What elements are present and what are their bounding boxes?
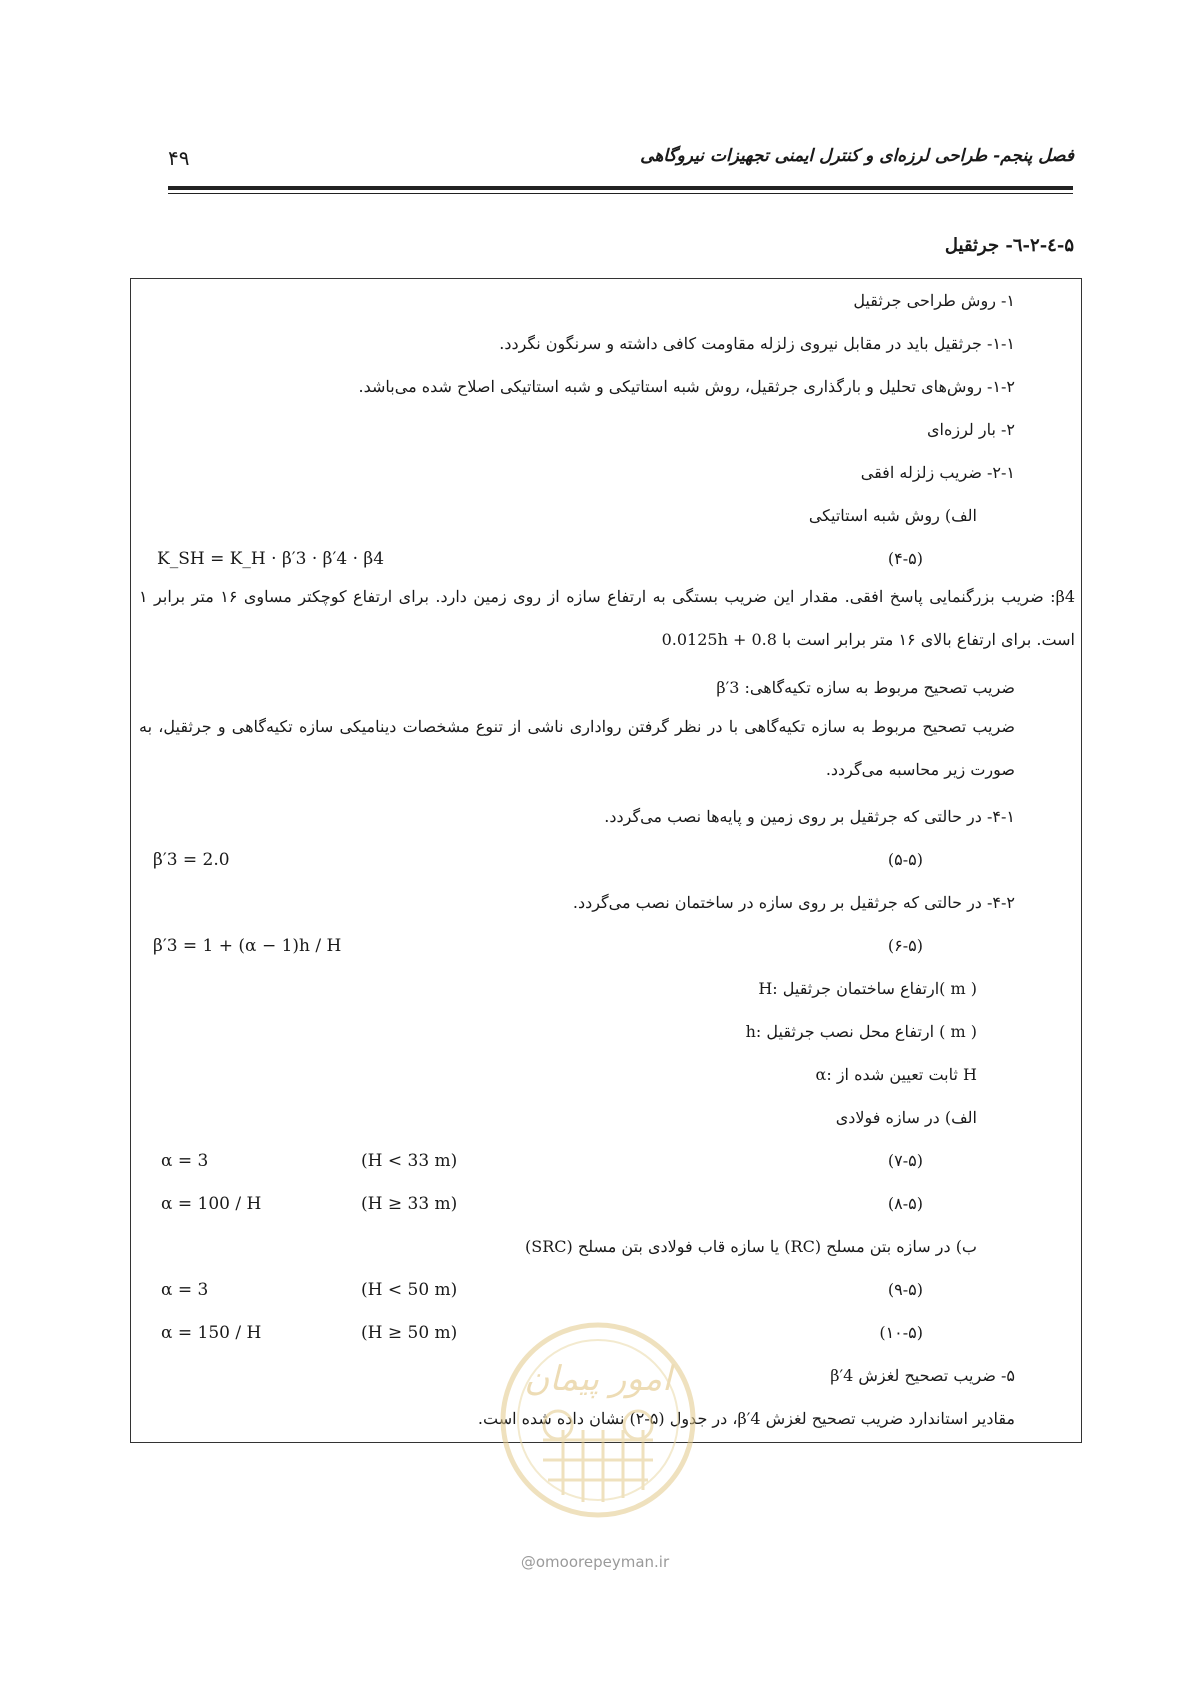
watermark-logo xyxy=(488,1310,708,1560)
definition-h: h: ارتفاع محل نصب جرثقیل ( m ) xyxy=(745,1022,977,1041)
beta3-description: ضریب تصحیح مربوط به سازه تکیه‌گاهی با در نظر گرفتن رواداری ناشی از تنوع مشخصات دینامیکی سازه تکیه‌گاهی و جرثقیل، به صورت زیر محاسبه می‌گردد. xyxy=(139,717,1016,779)
item-4-2: ۴-۲- در حالتی که جرثقیل بر روی سازه در ساختمان نصب می‌گردد. xyxy=(572,893,1015,912)
equation-7-number: (۷-۵) xyxy=(887,1151,923,1170)
equation-8-number: (۸-۵) xyxy=(887,1194,923,1213)
item-1: ۱- روش طراحی جرثقیل xyxy=(853,291,1015,310)
equation-4-number: (۴-۵) xyxy=(887,549,923,568)
equation-7-condition: (H < 33 m) xyxy=(361,1151,458,1171)
item-2: ۲- بار لرزه‌ای xyxy=(926,420,1015,439)
header-rule-thin xyxy=(168,193,1073,194)
equation-9-condition: (H < 50 m) xyxy=(361,1280,458,1300)
equation-8: α = 100 / H xyxy=(161,1194,262,1214)
watermark-text: امور پیمان xyxy=(524,1359,672,1399)
definition-H: H: ارتفاع ساختمان جرثقیل( m ) xyxy=(758,979,977,998)
equation-4: K_SH = K_H · β′3 · β′4 · β4 xyxy=(157,549,385,569)
item-2-1: ۲-۱- ضریب زلزله افقی xyxy=(860,463,1015,482)
beta4-description: β4: ضریب بزرگنمایی پاسخ افقی. مقدار این ضریب بستگی به ارتفاع سازه از روی زمین دارد. برای ارتفاع کوچکتر مساوی ۱۶ متر برابر ۱ است. برای ارتفاع بالای ۱۶ متر برابر است با 0.0125h + 0.8 xyxy=(139,587,1075,649)
equation-5-number: (۵-۵) xyxy=(887,850,923,869)
page-number: ۴۹ xyxy=(168,146,190,170)
equation-10-number: (۱۰-۵) xyxy=(879,1323,923,1342)
header-rule-thick xyxy=(168,186,1073,190)
running-title: فصل پنجم- طراحی لرزه‌ای و کنترل ایمنی تجهیزات نیروگاهی xyxy=(640,146,1074,166)
section-title: ۵-٤-۲-٦- جرثقیل xyxy=(944,235,1074,256)
content-box xyxy=(130,278,1082,1443)
definition-alpha: α: ثابت تعیین شده از H xyxy=(815,1065,977,1084)
equation-10-condition: (H ≥ 50 m) xyxy=(361,1323,458,1343)
equation-5: β′3 = 2.0 xyxy=(153,850,230,870)
item-1-2: ۱-۲- روش‌های تحلیل و بارگذاری جرثقیل، روش شبه استاتیکی و شبه استاتیکی اصلاح شده می‌باشد. xyxy=(358,377,1015,396)
item-5: ۵- ضریب تصحیح لغزش β′4 xyxy=(830,1366,1015,1385)
watermark-url: @omoorepeyman.ir xyxy=(520,1553,670,1571)
steel-structure: الف) در سازه فولادی xyxy=(835,1108,977,1127)
equation-9: α = 3 xyxy=(161,1280,209,1300)
item-5-description: مقادیر استاندارد ضریب تصحیح لغزش β′4، در جدول (۵-۲) نشان داده شده است. xyxy=(477,1409,1015,1428)
concrete-structure: ب) در سازه بتن مسلح (RC) یا سازه قاب فولادی بتن مسلح (SRC) xyxy=(525,1237,977,1256)
item-4-1: ۴-۱- در حالتی که جرثقیل بر روی زمین و پایه‌ها نصب می‌گردد. xyxy=(604,807,1015,826)
equation-6: β′3 = 1 + (α − 1)h / H xyxy=(153,936,342,956)
equation-9-number: (۹-۵) xyxy=(887,1280,923,1299)
equation-6-number: (۶-۵) xyxy=(887,936,923,955)
equation-7: α = 3 xyxy=(161,1151,209,1171)
equation-8-condition: (H ≥ 33 m) xyxy=(361,1194,458,1214)
watermark-seal-icon xyxy=(488,1310,708,1560)
item-2-alef: الف) روش شبه استاتیکی xyxy=(808,506,977,525)
equation-10: α = 150 / H xyxy=(161,1323,262,1343)
beta3-label: β′3 :ضریب تصحیح مربوط به سازه تکیه‌گاهی xyxy=(716,678,1015,697)
item-1-1: ۱-۱- جرثقیل باید در مقابل نیروی زلزله مقاومت کافی داشته و سرنگون نگردد. xyxy=(499,334,1015,353)
